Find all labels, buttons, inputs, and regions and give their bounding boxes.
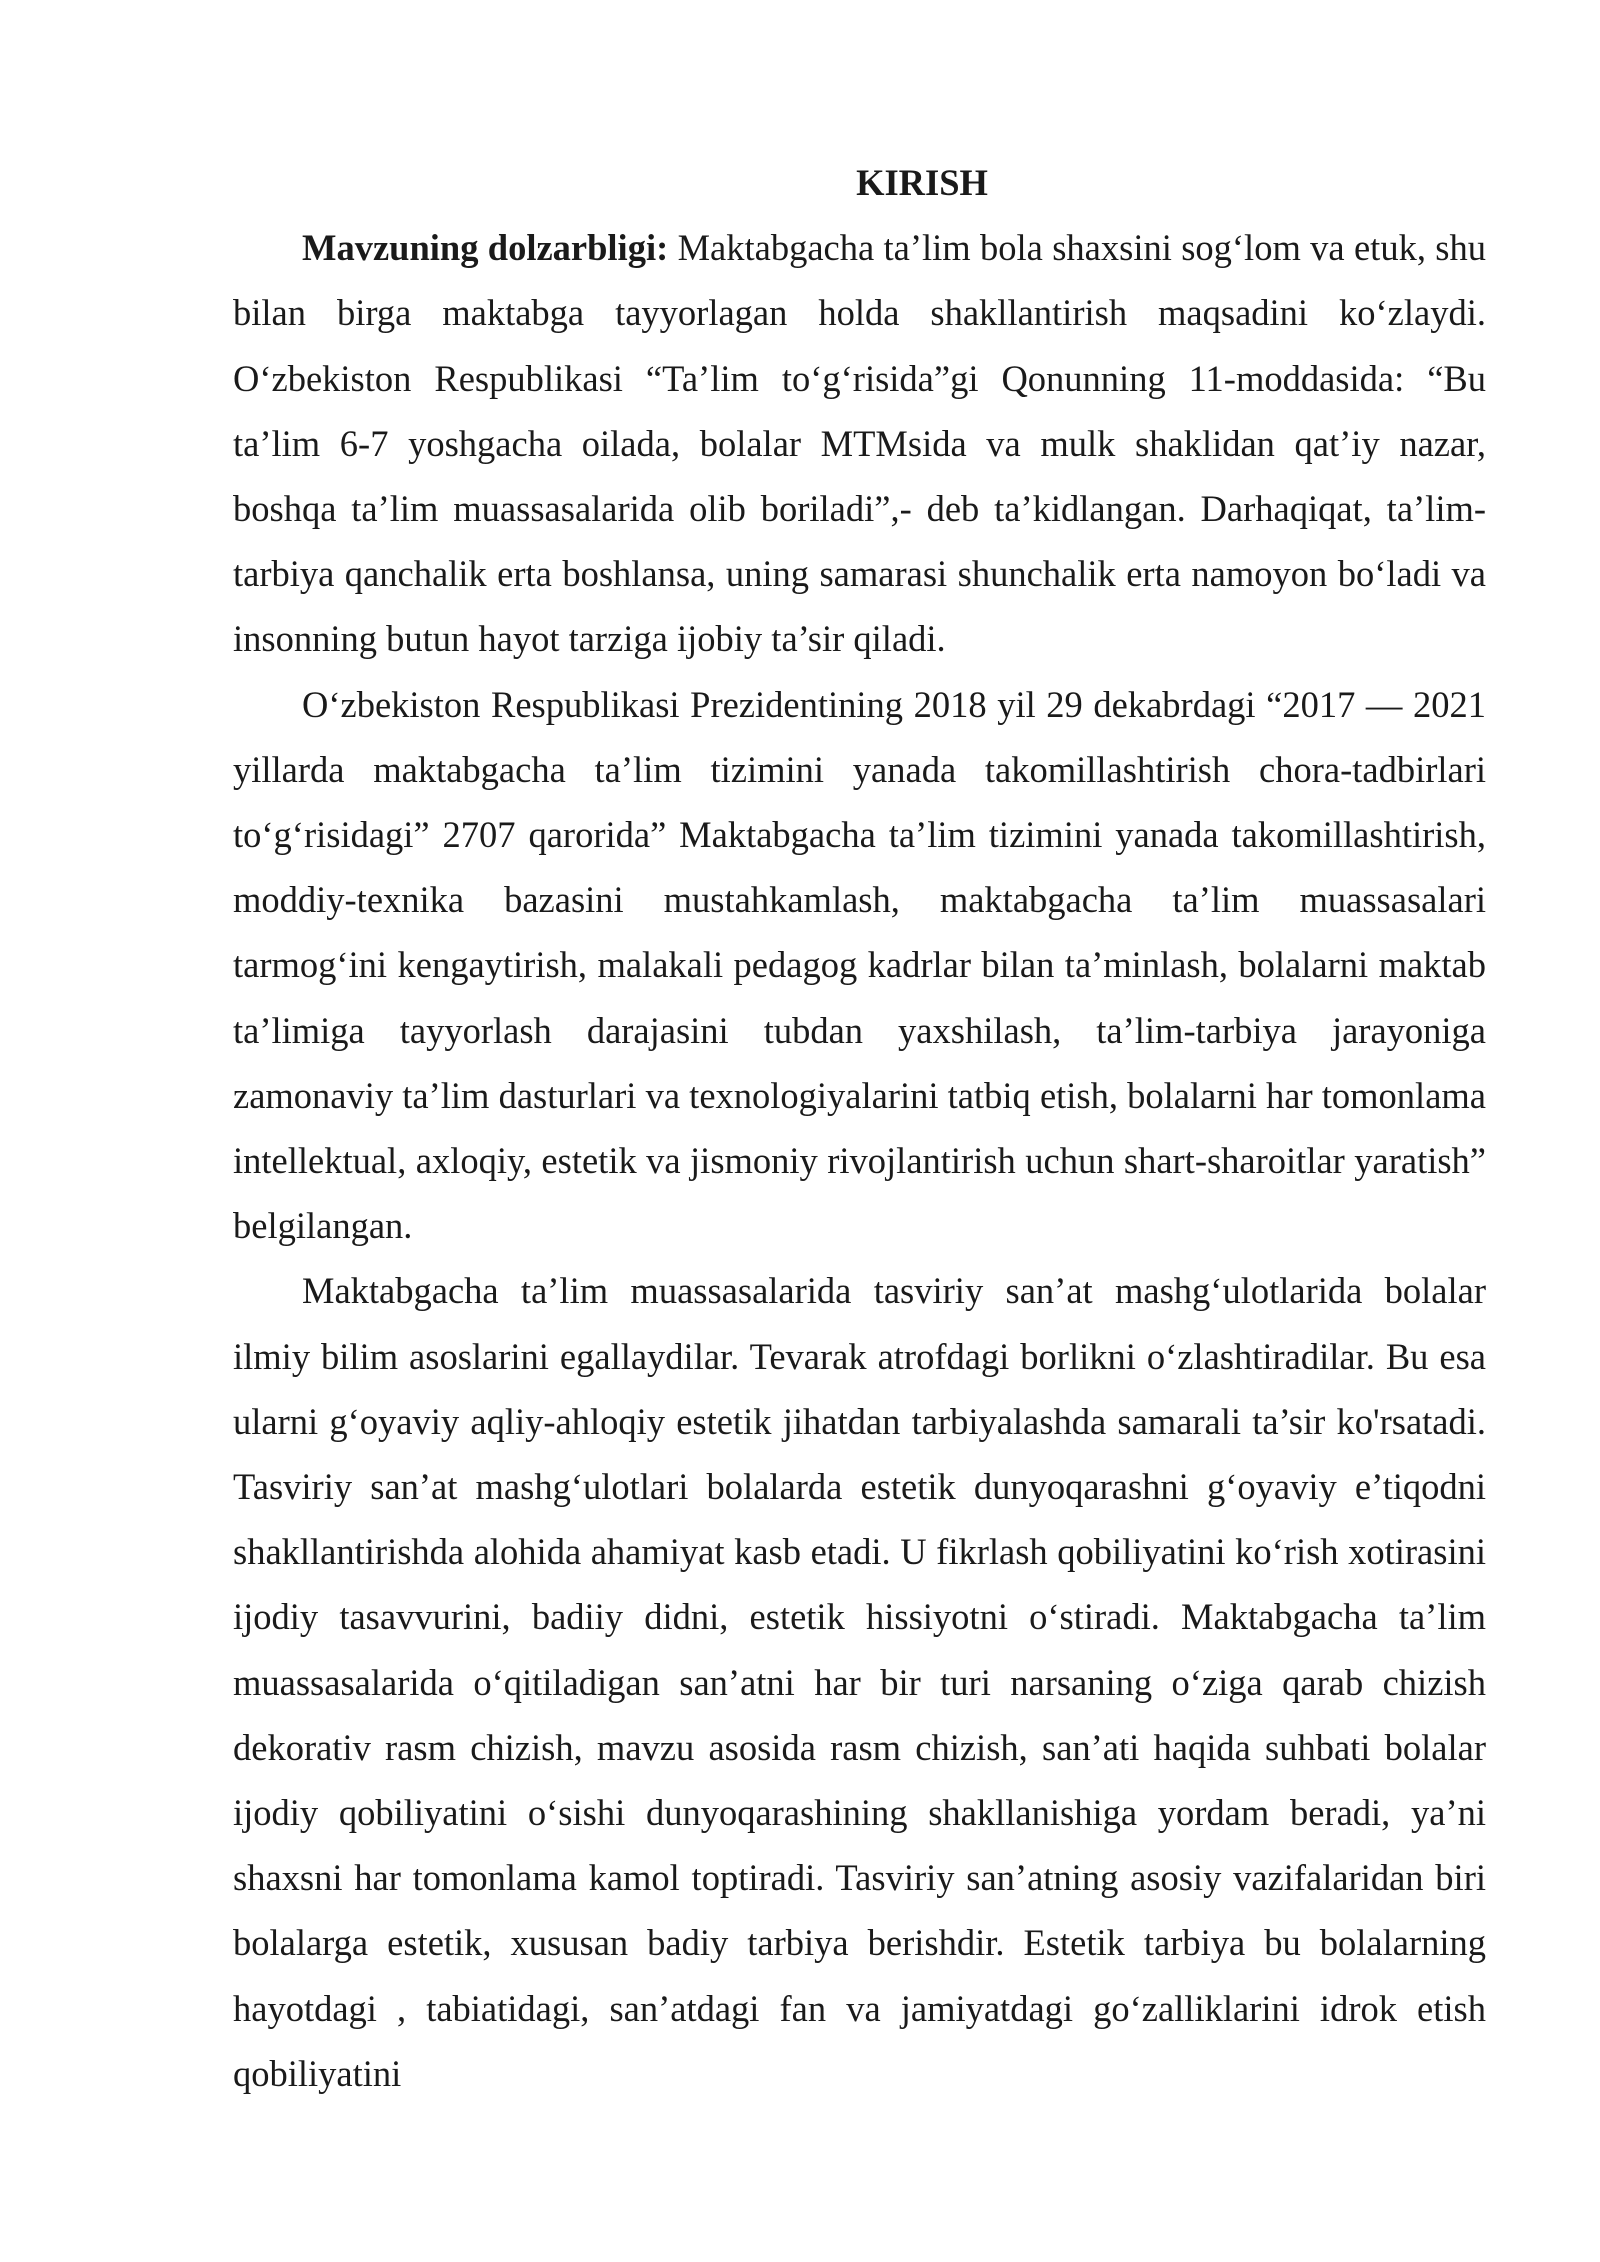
relevance-lead: Mavzuning dolzarbligi: [302, 227, 669, 269]
paragraph-relevance [233, 215, 1486, 671]
paragraph-presidential-decree: O‘zbekiston Respublikasi Prezidentining 2018 yil 29 dekabrdagi “2017 — 2021 yillarda maktabgacha ta’lim tizimini yanada takomillashtirish chora-tadbirlari to‘g‘risidagi” 2707 qarorida” Maktabgacha ta’lim tizimini yanada takomillashtirish, moddiy-texnika bazasini mustahkamlash, maktabgacha ta’lim muassasalari tarmog‘ini kengaytirish, malakali pedagog kadrlar bilan ta’minlash, bolalarni maktab ta’limiga tayyorlash darajasini tubdan yaxshilash, ta’lim-tarbiya jarayoniga zamonaviy ta’lim dasturlari va texnologiyalarini tatbiq etish, bolalarni har tomonlama intellektual, axloqiy, estetik va jismoniy rivojlantirish uchun shart-sharoitlar yaratish” belgilangan. [233, 683, 1486, 1247]
page-title: KIRISH [856, 162, 988, 203]
relevance-text: Maktabgacha ta’lim bola shaxsini sog‘lom va etuk, shu bilan birga maktabga tayyorlagan holda shakllantirish maqsadini ko‘zlaydi. O‘zbekiston Respublikasi “Ta’lim to‘g‘risida”gi Qonunning 11-moddasida: “Bu ta’lim 6-7 yoshgacha oilada, bolalar MTMsida va mulk shaklidan qat’iy nazar, boshqa ta’lim muassasalarida olib boriladi”,- deb ta’kidlangan. Darhaqiqat, ta’lim-tarbiya qanchalik erta boshlansa, uning samarasi shunchalik erta namoyon bo‘ladi va insonning butun hayot tarziga ijobiy ta’sir qiladi. [233, 227, 1486, 660]
document-page [233, 150, 1486, 2106]
paragraph-fine-arts: Maktabgacha ta’lim muassasalarida tasviriy san’at mashg‘ulotlarida bolalar ilmiy bilim asoslarini egallaydilar. Tevarak atrofdagi borlikni o‘zlashtiradilar. Bu esa ularni g‘oyaviy aqliy-ahloqiy estetik jihatdan tarbiyalashda samarali ta’sir ko'rsatadi. Tasviriy san’at mashg‘ulotlari bolalarda estetik dunyoqarashni g‘oyaviy e’tiqodni shakllantirishda alohida ahamiyat kasb etadi. U fikrlash qobiliyatini ko‘rish xotirasini ijodiy tasavvurini, badiiy didni, estetik hissiyotni o‘stiradi. Maktabgacha ta’lim muassasalarida o‘qitiladigan san’atni har bir turi narsaning o‘ziga qarab chizish dekorativ rasm chizish, mavzu asosida rasm chizish, san’ati haqida suhbati bolalar ijodiy qobiliyatini o‘sishi dunyoqarashining shakllanishiga yordam beradi, ya’ni shaxsni har tomonlama kamol toptiradi. Tasviriy san’atning asosiy vazifalaridan biri bolalarga estetik, xususan badiy tarbiya berishdir. Estetik tarbiya bu bolalarning hayotdagi , tabiatidagi, san’atdagi fan va jamiyatdagi go‘zalliklarini idrok etish qobiliyatini [233, 1270, 1486, 2094]
